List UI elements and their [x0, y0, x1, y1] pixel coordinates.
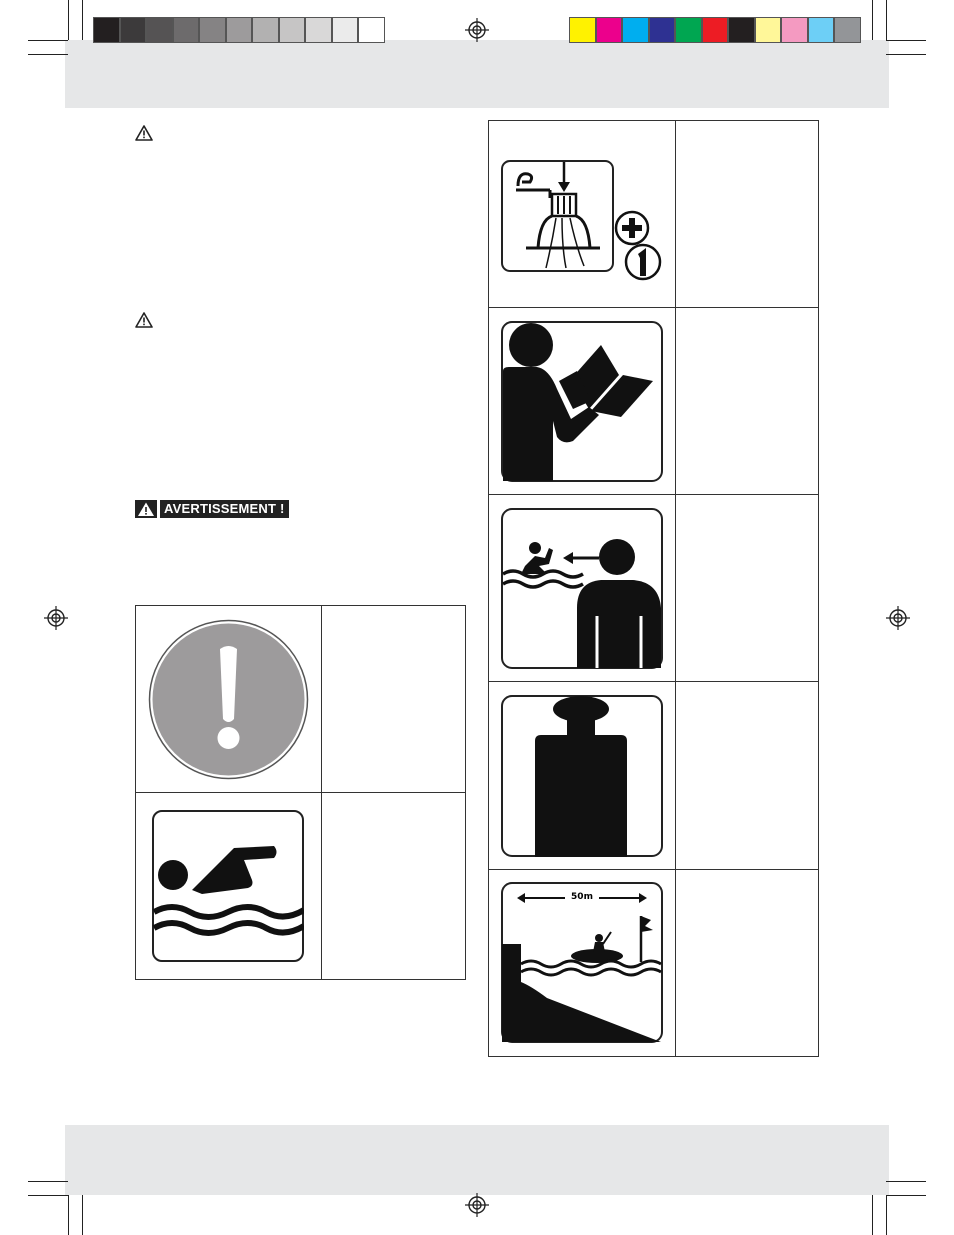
supervision-icon — [501, 508, 663, 669]
swimmer-icon — [152, 810, 304, 962]
right-table-text-cell-2 — [675, 307, 819, 495]
color-swatch — [569, 17, 596, 43]
gray-swatch — [173, 17, 200, 43]
right-table-text-cell-5 — [675, 869, 819, 1057]
distance-shore-icon — [501, 882, 663, 1043]
gray-swatch — [358, 17, 385, 43]
warning-filled-icon — [135, 500, 157, 518]
gray-swatch — [252, 17, 279, 43]
crop-mark — [886, 1195, 887, 1235]
avertissement-label: AVERTISSEMENT ! — [160, 500, 289, 518]
header-band — [65, 40, 889, 108]
crop-mark — [68, 0, 69, 40]
crop-mark — [886, 0, 887, 40]
color-swatch — [675, 17, 702, 43]
color-swatch — [755, 17, 782, 43]
crop-mark — [28, 1181, 68, 1182]
crop-mark — [82, 0, 83, 40]
right-table-text-cell-1 — [675, 120, 819, 308]
crop-mark — [886, 1181, 926, 1182]
crop-mark — [872, 1195, 873, 1235]
color-swatch — [728, 17, 755, 43]
gray-swatch — [279, 17, 306, 43]
color-swatch — [781, 17, 808, 43]
left-table-text-cell-2 — [321, 792, 466, 980]
crop-mark — [82, 1195, 83, 1235]
gray-swatch — [305, 17, 332, 43]
avertissement-banner — [135, 500, 289, 518]
crop-mark — [28, 54, 68, 55]
registration-mark-icon — [44, 606, 68, 630]
color-swatch — [834, 17, 861, 43]
crop-mark — [886, 40, 926, 41]
gray-swatch — [146, 17, 173, 43]
color-swatch — [702, 17, 729, 43]
registration-mark-icon — [465, 1193, 489, 1217]
crop-mark — [28, 40, 68, 41]
crop-mark — [28, 1195, 68, 1196]
registration-mark-icon — [465, 18, 489, 42]
registration-mark-icon — [886, 606, 910, 630]
right-table-text-cell-3 — [675, 494, 819, 682]
gray-swatch — [93, 17, 120, 43]
gray-swatch — [332, 17, 359, 43]
warning-triangle-icon — [135, 125, 153, 141]
color-swatch — [622, 17, 649, 43]
left-table-text-cell-1 — [321, 605, 466, 793]
read-manual-icon — [501, 321, 663, 482]
color-swatch — [596, 17, 623, 43]
crop-mark — [886, 1195, 926, 1196]
weight-icon — [501, 695, 663, 857]
crop-mark — [68, 1195, 69, 1235]
footer-band — [65, 1125, 889, 1195]
color-swatch — [649, 17, 676, 43]
crop-mark — [872, 0, 873, 40]
gray-swatch — [199, 17, 226, 43]
warning-triangle-icon — [135, 312, 153, 328]
distance-label: 50m — [571, 892, 593, 902]
color-swatch — [808, 17, 835, 43]
gray-swatch — [120, 17, 147, 43]
exclamation-icon — [148, 619, 309, 780]
crop-mark — [886, 54, 926, 55]
right-table-text-cell-4 — [675, 681, 819, 870]
valve-inflation-icon — [500, 158, 666, 282]
gray-swatch — [226, 17, 253, 43]
